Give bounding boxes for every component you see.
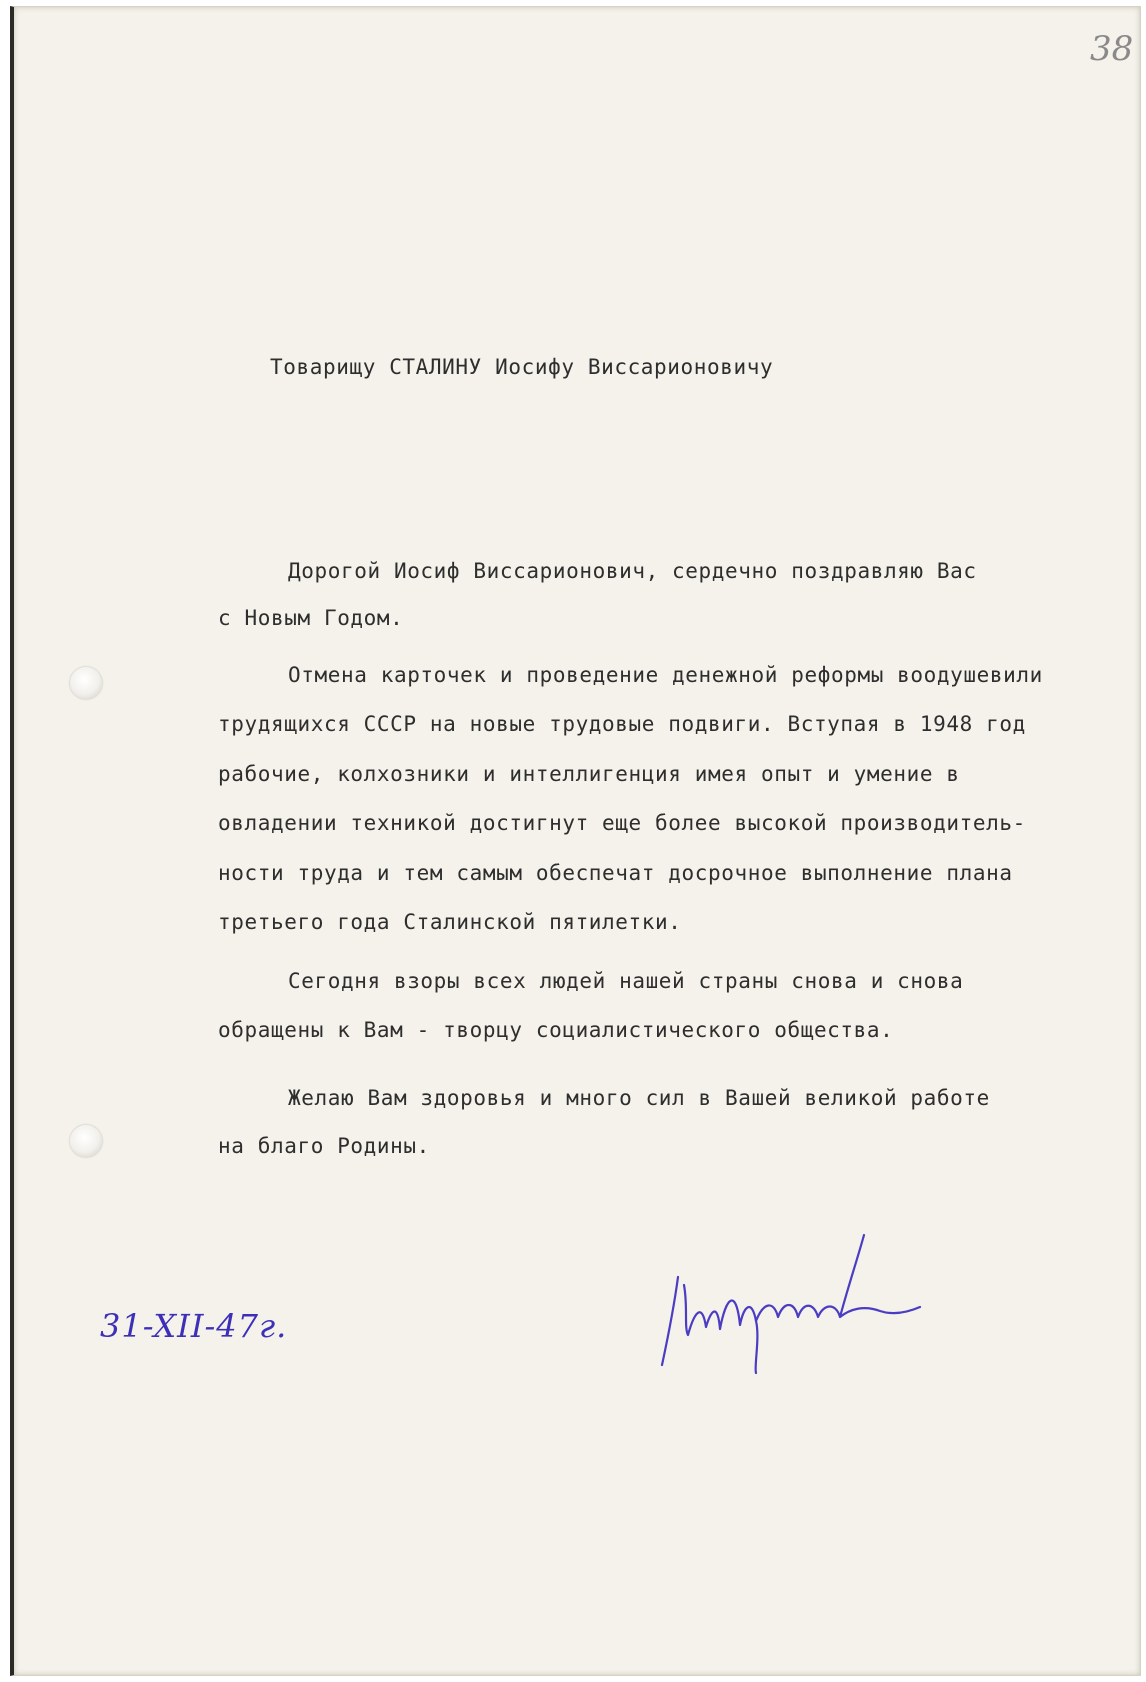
signature [644, 1217, 934, 1377]
body-line: обращены к Вам - творцу социалистического общества. [218, 1018, 894, 1042]
signature-stroke [662, 1235, 920, 1373]
body-line: Желаю Вам здоровья и много сил в Вашей великой работе [288, 1086, 990, 1110]
punch-hole-bottom [70, 1125, 102, 1157]
body-line: Дорогой Иосиф Виссарионович, сердечно поздравляю Вас [288, 559, 977, 583]
addressee-line: Товарищу СТАЛИНУ Иосифу Виссарионовичу [270, 355, 774, 379]
body-line: третьего года Сталинской пятилетки. [218, 910, 682, 934]
page-number: 38 [1090, 29, 1134, 69]
body-line: овладении техникой достигнут еще более высокой производитель- [218, 811, 1026, 835]
document-sheet [10, 6, 1141, 1676]
body-line: на благо Родины. [218, 1134, 430, 1158]
handwritten-date: 31-XII-47г. [100, 1307, 288, 1345]
body-line: Отмена карточек и проведение денежной реформы воодушевили [288, 663, 1043, 687]
body-line: трудящихся СССР на новые трудовые подвиги. Вступая в 1948 год [218, 712, 1026, 736]
body-line: Сегодня взоры всех людей нашей страны снова и снова [288, 969, 964, 993]
body-line: рабочие, колхозники и интеллигенция имея опыт и умение в [218, 762, 960, 786]
body-line: ности труда и тем самым обеспечат досрочное выполнение плана [218, 861, 1013, 885]
punch-hole-top [70, 667, 102, 699]
body-line: с Новым Годом. [218, 606, 404, 630]
